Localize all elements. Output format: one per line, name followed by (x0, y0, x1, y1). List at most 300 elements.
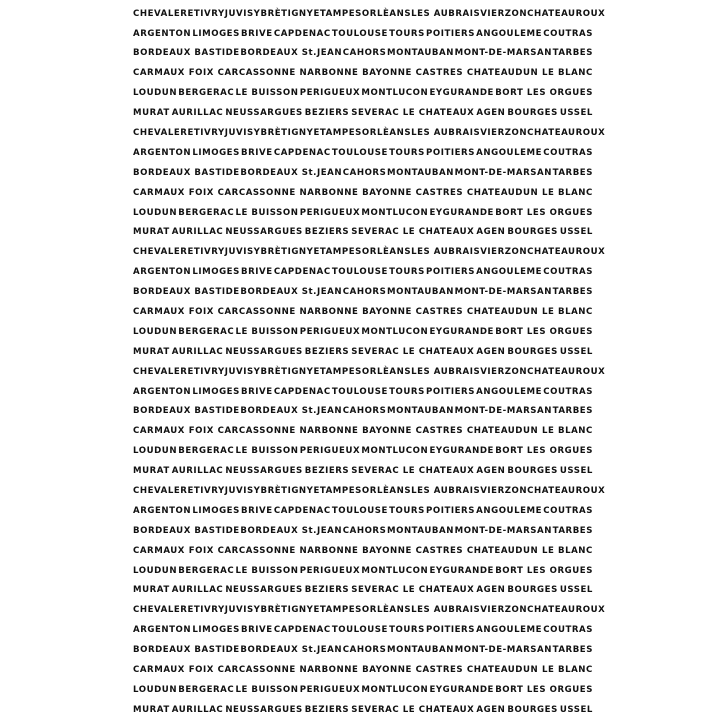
destination-name: TARBES (552, 167, 593, 178)
destination-name: BORDEAUX BASTIDE (133, 406, 240, 417)
destination-name: CHATEAUROUX (527, 366, 606, 377)
destination-name: JUVISY (224, 8, 261, 19)
destination-name: COUTRAS (543, 147, 593, 158)
destination-name: POITIERS (426, 505, 475, 516)
destination-name: EYGURANDE (429, 326, 494, 337)
destination-name: LES AUBRAIS (411, 127, 481, 138)
destination-name: NARBONNE (299, 187, 359, 198)
destination-row (133, 24, 593, 44)
destination-name: MONTLUCON (361, 565, 429, 576)
destination-name: BORDEAUX BASTIDE (133, 525, 240, 536)
destination-name: LE BLANC (541, 545, 593, 556)
destination-name: TOURS (389, 505, 425, 516)
destination-name: MONT-DE-MARSAN (454, 48, 552, 59)
destination-name: EYGURANDE (429, 565, 494, 576)
destination-row (133, 541, 593, 561)
destination-name: ARGENTON (133, 147, 192, 158)
destination-name: CAHORS (342, 645, 387, 656)
destination-name: MONTLUCON (361, 684, 429, 695)
destination-name: BRÈTIGNY (260, 247, 314, 258)
destination-name: SEVERAC LE CHATEAUX (351, 585, 475, 596)
destination-name: CASTRES (415, 545, 464, 556)
destination-name: AGEN (476, 466, 506, 477)
destination-name: LES AUBRAIS (411, 247, 481, 258)
destination-row (133, 223, 593, 243)
destination-row (133, 263, 593, 283)
destination-name: LIMOGES (192, 267, 240, 278)
destination-name: SEVERAC LE CHATEAUX (351, 704, 475, 715)
destination-name: TARBES (552, 48, 593, 59)
destination-row (133, 183, 593, 203)
destination-name: BOURGES (507, 227, 558, 238)
destination-name: LE BLANC (541, 665, 593, 676)
destination-name: AURILLAC (171, 227, 224, 238)
destination-name: BRÈTIGNY (260, 605, 314, 616)
destination-row (133, 660, 593, 680)
destination-name: BORDEAUX St.JEAN (240, 525, 343, 536)
destination-name: MONTAUBAN (386, 167, 454, 178)
destination-name: CAHORS (342, 525, 387, 536)
destination-name: CASTRES (415, 426, 464, 437)
destination-row (133, 382, 593, 402)
destination-name: FOIX (188, 68, 214, 79)
destination-name: BRÈTIGNY (260, 486, 314, 497)
destination-row (133, 203, 593, 223)
destination-name: ORLÈANS (361, 127, 412, 138)
destination-name: USSEL (559, 108, 593, 119)
destination-name: BORDEAUX St.JEAN (240, 287, 343, 298)
destination-row (133, 243, 606, 263)
destination-block (0, 243, 720, 362)
destination-name: ANGOULEME (476, 625, 543, 636)
destination-name: PERIGUEUX (299, 446, 361, 457)
destination-name: BRÈTIGNY (260, 366, 314, 377)
destination-name: BERGERAC (178, 88, 235, 99)
destination-row (133, 4, 606, 24)
destination-name: FOIX (188, 187, 214, 198)
destination-name: CAHORS (342, 406, 387, 417)
destination-name: JUVISY (224, 605, 261, 616)
destination-name: LE BUISSON (235, 88, 299, 99)
destination-name: LES AUBRAIS (411, 366, 481, 377)
destination-name: CARMAUX (133, 545, 185, 556)
destination-name: USSEL (559, 704, 593, 715)
destination-name: MONTLUCON (361, 88, 429, 99)
destination-name: LOUDUN (133, 207, 178, 218)
destination-name: VIERZON (480, 605, 528, 616)
destination-name: AGEN (476, 108, 506, 119)
destination-name: CARCASSONNE (217, 426, 296, 437)
destination-name: BEZIERS (304, 585, 350, 596)
destination-name: ANGOULEME (476, 28, 543, 39)
destination-name: MONT-DE-MARSAN (454, 167, 552, 178)
destination-name: FOIX (188, 307, 214, 317)
destination-name: NARBONNE (299, 307, 359, 317)
destination-name: LIMOGES (192, 625, 240, 636)
destination-name: TARBES (552, 525, 593, 536)
destination-name: TOULOUSE (331, 28, 388, 39)
destination-name: ARGENTON (133, 386, 192, 397)
destination-name: BORDEAUX BASTIDE (133, 167, 240, 178)
destination-name: POITIERS (426, 267, 475, 278)
destination-name: MONT-DE-MARSAN (454, 287, 552, 298)
destination-name: TOULOUSE (331, 267, 388, 278)
destination-name: CAPDENAC (273, 625, 331, 636)
destination-name: SEVERAC LE CHATEAUX (351, 466, 475, 477)
destination-name: EYGURANDE (429, 446, 494, 457)
destination-name: NEUSSARGUES (225, 466, 303, 477)
destination-name: CARMAUX (133, 307, 185, 317)
destination-name: CASTRES (415, 68, 464, 79)
destination-name: CAPDENAC (273, 267, 331, 278)
destination-name: LE BUISSON (235, 326, 299, 337)
destination-name: LIMOGES (192, 28, 240, 39)
destination-name: MONTLUCON (361, 207, 429, 218)
destination-block (0, 481, 720, 600)
destination-name: AGEN (476, 227, 506, 238)
destination-row (133, 84, 593, 104)
destination-name: BERGERAC (178, 446, 235, 457)
destination-row (133, 342, 593, 362)
destination-name: COUTRAS (543, 625, 593, 636)
destination-name: IVRY (200, 605, 225, 616)
destination-name: SEVERAC LE CHATEAUX (351, 346, 475, 357)
destination-name: LOUDUN (133, 88, 178, 99)
destination-name: BRÈTIGNY (260, 8, 314, 19)
destination-name: LE BLANC (541, 426, 593, 437)
destination-name: EYGURANDE (429, 88, 494, 99)
destination-name: LE BLANC (541, 187, 593, 198)
destination-name: NEUSSARGUES (225, 346, 303, 357)
destination-name: USSEL (559, 585, 593, 596)
destination-name: CASTRES (415, 307, 464, 317)
destination-name: TOURS (389, 28, 425, 39)
destination-name: TARBES (552, 287, 593, 298)
destination-name: CHATEAUDUN (466, 665, 539, 676)
destination-name: MONT-DE-MARSAN (454, 406, 552, 417)
destination-row (133, 123, 606, 143)
destination-name: BORDEAUX St.JEAN (240, 48, 343, 59)
destination-name: BOURGES (507, 108, 558, 119)
destination-name: JUVISY (224, 366, 261, 377)
destination-name: ETAMPES (313, 486, 362, 497)
destination-name: VIERZON (480, 8, 528, 19)
destination-name: TOULOUSE (331, 505, 388, 516)
destination-name: BAYONNE (362, 545, 412, 556)
destination-name: BRÈTIGNY (260, 127, 314, 138)
destination-name: COUTRAS (543, 28, 593, 39)
destination-name: POITIERS (426, 28, 475, 39)
destination-name: CHATEAUROUX (527, 605, 606, 616)
destination-name: AGEN (476, 346, 506, 357)
destination-name: ANGOULEME (476, 267, 543, 278)
destination-name: NARBONNE (299, 545, 359, 556)
destination-name: LE BUISSON (235, 565, 299, 576)
destination-name: MURAT (133, 466, 170, 477)
destination-name: CARCASSONNE (217, 545, 296, 556)
destination-row (133, 641, 593, 661)
destination-name: CAHORS (342, 287, 387, 298)
destination-name: ORLÈANS (361, 8, 412, 19)
destination-name: NEUSSARGUES (225, 227, 303, 238)
destination-name: BERGERAC (178, 207, 235, 218)
destination-row (133, 481, 606, 501)
destination-name: NARBONNE (299, 68, 359, 79)
destination-block (0, 601, 720, 720)
destination-name: FOIX (188, 426, 214, 437)
destination-name: BRIVE (241, 267, 273, 278)
destination-name: BRIVE (241, 28, 273, 39)
destination-name: BORDEAUX St.JEAN (240, 406, 343, 417)
destination-name: CAPDENAC (273, 505, 331, 516)
destination-name: NARBONNE (299, 426, 359, 437)
destination-name: BOURGES (507, 466, 558, 477)
destination-name: TOULOUSE (331, 625, 388, 636)
destination-name: PERIGUEUX (299, 684, 361, 695)
destination-row (133, 163, 593, 183)
destination-name: BORDEAUX St.JEAN (240, 167, 343, 178)
destination-name: MONTAUBAN (386, 406, 454, 417)
destination-name-sheet (0, 4, 720, 720)
destination-row (133, 561, 593, 581)
destination-name: BRIVE (241, 625, 273, 636)
destination-name: CHATEAUROUX (527, 8, 606, 19)
destination-name: BEZIERS (304, 466, 350, 477)
destination-name: EYGURANDE (429, 684, 494, 695)
destination-name: BEZIERS (304, 108, 350, 119)
destination-name: ETAMPES (313, 247, 362, 258)
destination-name: MONTAUBAN (386, 645, 454, 656)
destination-name: LE BLANC (541, 68, 593, 79)
destination-name: TARBES (552, 645, 593, 656)
destination-row (133, 64, 593, 84)
destination-name: BEZIERS (304, 346, 350, 357)
destination-name: BEZIERS (304, 704, 350, 715)
destination-name: CAHORS (342, 167, 387, 178)
destination-name: LIMOGES (192, 147, 240, 158)
destination-name: LOUDUN (133, 565, 178, 576)
destination-name: BAYONNE (362, 426, 412, 437)
destination-name: ARGENTON (133, 28, 192, 39)
destination-name: ARGENTON (133, 625, 192, 636)
destination-name: MONTAUBAN (386, 525, 454, 536)
destination-row (133, 521, 593, 541)
destination-name: CARMAUX (133, 665, 185, 676)
destination-name: MONT-DE-MARSAN (454, 645, 552, 656)
destination-name: AURILLAC (171, 346, 224, 357)
destination-name: JUVISY (224, 127, 261, 138)
destination-name: PERIGUEUX (299, 565, 361, 576)
destination-name: CHATEAUDUN (466, 187, 539, 198)
destination-name: TOULOUSE (331, 147, 388, 158)
destination-name: CARCASSONNE (217, 187, 296, 198)
destination-name: ORLÈANS (361, 366, 412, 377)
destination-name: LES AUBRAIS (411, 8, 481, 19)
destination-row (133, 322, 593, 342)
destination-name: CHATEAUDUN (466, 426, 539, 437)
destination-name: JUVISY (224, 247, 261, 258)
destination-name: VIERZON (480, 486, 528, 497)
destination-name: TOURS (389, 386, 425, 397)
destination-name: LE BUISSON (235, 446, 299, 457)
destination-name: IVRY (200, 366, 225, 377)
destination-name: VIERZON (480, 366, 528, 377)
destination-row (133, 143, 593, 163)
destination-name: CHEVALERET (133, 247, 201, 258)
destination-name: BOURGES (507, 346, 558, 357)
destination-name: LE BUISSON (235, 207, 299, 218)
destination-name: BRIVE (241, 147, 273, 158)
destination-name: BAYONNE (362, 665, 412, 676)
destination-row (133, 461, 593, 481)
destination-row (133, 621, 593, 641)
destination-name: NARBONNE (299, 665, 359, 676)
destination-name: CARMAUX (133, 187, 185, 198)
destination-name: LOUDUN (133, 684, 178, 695)
destination-name: NEUSSARGUES (225, 108, 303, 119)
destination-name: ETAMPES (313, 8, 362, 19)
destination-name: MONTAUBAN (386, 287, 454, 298)
destination-name: BERGERAC (178, 565, 235, 576)
destination-name: AURILLAC (171, 585, 224, 596)
destination-row (133, 501, 593, 521)
destination-name: BEZIERS (304, 227, 350, 238)
destination-name: CHEVALERET (133, 605, 201, 616)
destination-name: ANGOULEME (476, 386, 543, 397)
destination-row (133, 700, 593, 720)
destination-name: TOURS (389, 267, 425, 278)
destination-name: IVRY (200, 8, 225, 19)
destination-name: POITIERS (426, 147, 475, 158)
destination-name: VIERZON (480, 247, 528, 258)
destination-name: CHEVALERET (133, 486, 201, 497)
destination-name: AGEN (476, 704, 506, 715)
destination-block (0, 4, 720, 123)
destination-name: BRIVE (241, 505, 273, 516)
destination-block (0, 123, 720, 242)
destination-name: MONTLUCON (361, 326, 429, 337)
destination-name: USSEL (559, 346, 593, 357)
destination-name: BORT LES ORGUES (495, 326, 593, 337)
destination-name: TARBES (552, 406, 593, 417)
destination-name: MURAT (133, 227, 170, 238)
destination-name: ETAMPES (313, 127, 362, 138)
destination-name: LES AUBRAIS (411, 605, 481, 616)
destination-name: CHATEAUROUX (527, 247, 606, 258)
destination-row (133, 103, 593, 123)
destination-name: NEUSSARGUES (225, 704, 303, 715)
destination-name: POITIERS (426, 386, 475, 397)
destination-name: CHATEAUROUX (527, 486, 606, 497)
destination-name: AURILLAC (171, 704, 224, 715)
destination-name: CHATEAUDUN (466, 68, 539, 79)
destination-name: AURILLAC (171, 466, 224, 477)
destination-row (133, 442, 593, 462)
destination-name: ETAMPES (313, 366, 362, 377)
destination-name: BORDEAUX BASTIDE (133, 645, 240, 656)
destination-name: USSEL (559, 227, 593, 238)
destination-name: BORDEAUX BASTIDE (133, 287, 240, 298)
destination-name: BAYONNE (362, 307, 412, 317)
destination-name: CARCASSONNE (217, 68, 296, 79)
destination-row (133, 44, 593, 64)
destination-name: BORT LES ORGUES (495, 446, 593, 457)
destination-name: CHEVALERET (133, 8, 201, 19)
destination-name: MONTAUBAN (386, 48, 454, 59)
destination-name: COUTRAS (543, 267, 593, 278)
destination-name: IVRY (200, 486, 225, 497)
destination-name: CHATEAUDUN (466, 545, 539, 556)
destination-name: VIERZON (480, 127, 528, 138)
destination-name: LOUDUN (133, 446, 178, 457)
destination-name: BRIVE (241, 386, 273, 397)
destination-row (133, 282, 593, 302)
destination-name: CARMAUX (133, 426, 185, 437)
destination-name: CASTRES (415, 665, 464, 676)
destination-name: CASTRES (415, 187, 464, 198)
destination-row (133, 680, 593, 700)
destination-name: FOIX (188, 545, 214, 556)
destination-name: CHATEAUROUX (527, 127, 606, 138)
destination-name: CARCASSONNE (217, 665, 296, 676)
destination-name: CAPDENAC (273, 28, 331, 39)
destination-name: COUTRAS (543, 386, 593, 397)
destination-name: CAHORS (342, 48, 387, 59)
destination-name: LE BLANC (541, 307, 593, 317)
destination-name: BORT LES ORGUES (495, 207, 593, 218)
destination-row (133, 422, 593, 442)
destination-name: PERIGUEUX (299, 207, 361, 218)
destination-name: SEVERAC LE CHATEAUX (351, 227, 475, 238)
destination-name: LIMOGES (192, 505, 240, 516)
destination-name: ORLÈANS (361, 486, 412, 497)
destination-name: FOIX (188, 665, 214, 676)
destination-name: MURAT (133, 704, 170, 715)
destination-name: ANGOULEME (476, 147, 543, 158)
destination-name: BOURGES (507, 585, 558, 596)
destination-name: BORDEAUX St.JEAN (240, 645, 343, 656)
destination-name: SEVERAC LE CHATEAUX (351, 108, 475, 119)
destination-name: PERIGUEUX (299, 88, 361, 99)
destination-row (133, 402, 593, 422)
destination-name: CHEVALERET (133, 366, 201, 377)
destination-block (0, 362, 720, 481)
destination-name: USSEL (559, 466, 593, 477)
destination-name: COUTRAS (543, 505, 593, 516)
destination-name: ANGOULEME (476, 505, 543, 516)
destination-name: BAYONNE (362, 68, 412, 79)
destination-name: IVRY (200, 247, 225, 258)
destination-name: BORT LES ORGUES (495, 684, 593, 695)
destination-row (133, 362, 606, 382)
destination-name: MONTLUCON (361, 446, 429, 457)
destination-name: BERGERAC (178, 326, 235, 337)
destination-name: MURAT (133, 585, 170, 596)
destination-name: BOURGES (507, 704, 558, 715)
destination-name: LIMOGES (192, 386, 240, 397)
destination-row (133, 302, 593, 322)
destination-name: AURILLAC (171, 108, 224, 119)
destination-name: TOULOUSE (331, 386, 388, 397)
destination-name: TOURS (389, 147, 425, 158)
destination-name: BAYONNE (362, 187, 412, 198)
destination-row (133, 601, 606, 621)
destination-name: ETAMPES (313, 605, 362, 616)
destination-name: ORLÈANS (361, 247, 412, 258)
destination-row (133, 581, 593, 601)
destination-name: AGEN (476, 585, 506, 596)
destination-name: LES AUBRAIS (411, 486, 481, 497)
